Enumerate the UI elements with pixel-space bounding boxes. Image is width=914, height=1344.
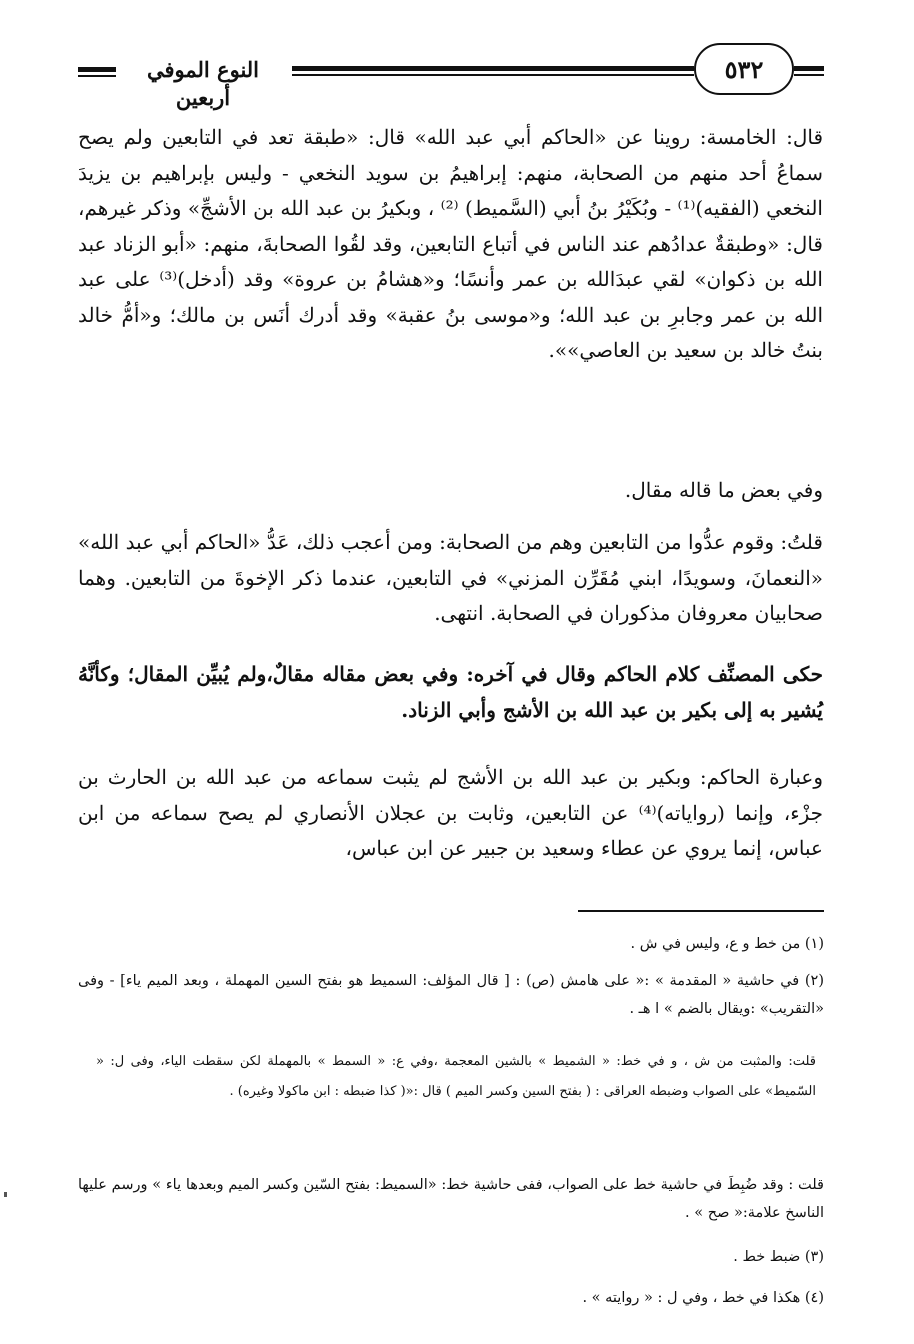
running-title: النوع الموفي أربعين: [146, 57, 260, 110]
footnote-3: (٣) ضبط خط .: [733, 1249, 824, 1265]
paragraph-5: وعبارة الحاكم: وبكير بن عبد الله بن الأشج لم يثبت سماعه من عبد الله بن الحارث بن جزْء، وإنما (رواياته)⁽⁴⁾ عن التابعين، وثابت بن عجلان الأنصاري لم يصح سماعه من ابن عباس، إنما يروي عن عطاء وسعيد بن جبير عن ابن عباس،: [78, 765, 823, 860]
page-number-badge: [694, 43, 794, 95]
page-number: ٥٣٢: [724, 54, 764, 84]
paragraph-2: وفي بعض ما قاله مقال.: [624, 478, 823, 502]
footnote-2: (٢) في حاشية « المقدمة » :« على هامش (ص) : [ قال المؤلف: السميط هو بفتح السين المهملة ، وبعد الميم ياء] - وفى «التقريب» :ويقال بالضم » ا هـ .: [78, 973, 824, 1017]
header-rule-right-thick: [794, 66, 824, 71]
scan-mark: [4, 1192, 7, 1197]
footnote-separator: [578, 910, 824, 912]
header-rule-middle-thick: [292, 66, 694, 71]
header-rule-left-thick: [78, 67, 116, 72]
paragraph-1: قال: الخامسة: روينا عن «الحاكم أبي عبد الله» قال: «طبقة تعد في التابعين ولم يصح سماعُ أحد منهم من الصحابة، منهم: إبراهيمُ بن سويد النخعي - وليس بإبراهيم بن يزيدَ النخعي (الفقيه)⁽¹⁾ - وبُكَيْرُ بنُ أبي (السَّميط) ⁽²⁾ ، وبكيرُ بن عبد الله بن الأشجِّ» وذكر غيرهم، قال: «وطبقةٌ عدادُهم عند الناس في أتباع التابعين، وقد لقُوا الصحابةَ، منهم: «أبو الزناد عبد الله بن ذكوان» لقي عبدَالله بن عمر وأنسًا؛ و«هشامُ بن عروة» وقد (أدخل)⁽³⁾ على عبد الله بن عمر وجابرِ بن عبد الله؛ و«موسى بنُ عقبة» وقد أدرك أنَس بن مالك؛ و«أمُّ خالد بنتُ خالد بن سعيد بن العاصي»».: [78, 125, 823, 362]
paragraph-4: حكى المصنِّف كلام الحاكم وقال في آخره: وفي بعض مقاله مقالٌ،ولم يُبيِّن المقال؛ وكأنَّهُ يُشير به إلى بكير بن عبد الله بن الأشج وأبي الزناد.: [78, 662, 823, 722]
footnote-2-note: قلت: والمثبت من ش ، و في خط: « الشميط » بالشين المعجمة ،وفي ع: « السمط » بالمهملة لكن سقطت الياء، وفى ل: « السّميط» على الصواب وضبطه العراقى : ( بفتح السين وكسر الميم ) قال :«( كذا ضبطه : ابن ماكولا وغيره) .: [96, 1054, 816, 1099]
header-rule-left-thin: [78, 75, 116, 77]
footnote-1: (١) من خط و ع، وليس في ش .: [630, 936, 824, 952]
footnote-4: (٤) هكذا في خط ، وفي ل : « روايته » .: [582, 1290, 824, 1306]
footnote-2-note-2: قلت : وقد ضُبِطَ في حاشية خط على الصواب، ففى حاشية خط: «السميط: بفتح السّين وكسر الميم وبعدها ياء » ورسم عليها الناسخ علامة:« صح » .: [78, 1177, 824, 1221]
header-rule-right-thin: [794, 74, 824, 76]
paragraph-3: قلتُ: وقوم عدُّوا من التابعين وهم من الصحابة: ومن أعجب ذلك، عَدُّ «الحاكم أبي عبد الله» «النعمانَ، وسويدًا، ابني مُقَرِّن المزني» في التابعين، عندما ذكر الإخوةَ من التابعين. وهما صحابيان معروفان مذكوران في الصحابة. انتهى.: [78, 530, 823, 625]
header-rule-middle-thin: [292, 74, 694, 76]
